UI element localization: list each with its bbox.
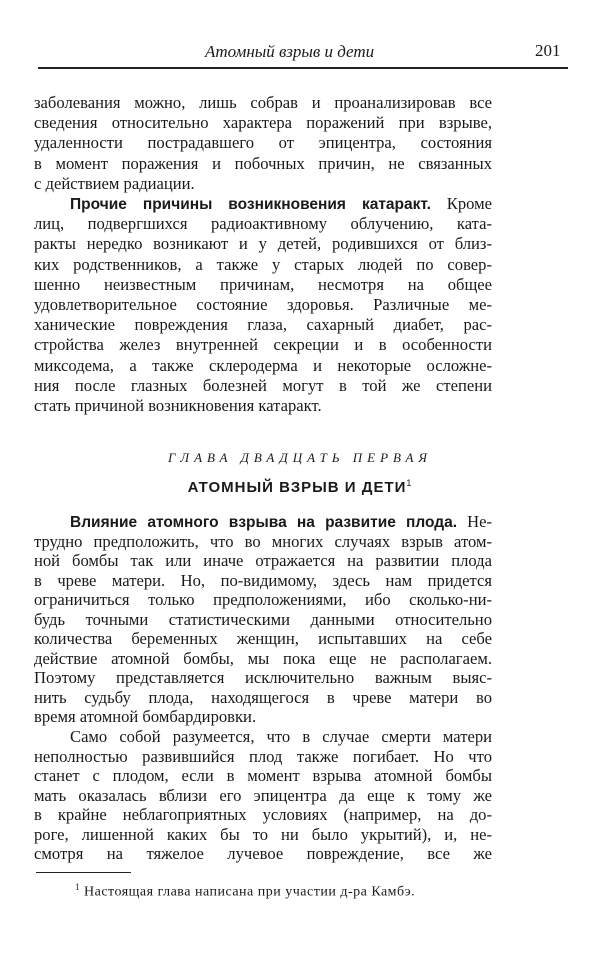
footnote-ref: 1 [406,478,413,488]
text-line [34,786,492,806]
line-text: удовлетворительное состояние здоровья. Различные ме- [34,294,492,314]
text-line [34,356,492,376]
page-number: 201 [535,41,561,60]
text-line [34,93,492,113]
text-line [34,255,492,275]
text-line [34,610,492,630]
line-text: в момент поражения и побочных причин, не связанных [34,153,492,173]
text-line [34,315,492,335]
text-line [34,747,492,767]
line-text: ния после глазных болезней могут в той же степени [34,375,492,395]
text-line [34,727,492,747]
text-line [34,194,492,214]
text-line [34,649,492,669]
text-line [34,629,492,649]
text-line [34,844,492,864]
text-line [34,214,492,234]
line-text: шенно неизвестным причинам, несмотря на общее [34,274,492,294]
chapter-title [0,478,600,496]
header-rule [38,67,568,69]
line-text: миксодема, а также склеродерма и некоторые осложне- [34,355,492,375]
line-text: ной бомбы так или иначе отражается на развитии плода [34,551,492,570]
footnote-text: Настоящая глава написана при участии д-ра Камбэ. [84,884,416,900]
text-line [34,275,492,295]
text-line [34,295,492,315]
line-text: смотря на тяжелое лучевое повреждение, все же [34,844,492,863]
line-text: мать оказалась вблизи его эпицентра да еще к тому же [34,785,492,805]
line-text: заболевания можно, лишь собрав и проанализировав все [34,93,492,112]
text-line [34,825,492,845]
line-text: удаленности пострадавшего от эпицентра, состояния [34,133,492,153]
text-line [34,707,492,727]
line-text: станет с плодом, если в момент взрыва атомной бомбы [34,766,492,785]
chapter-title-text: АТОМНЫЙ ВЗРЫВ И ДЕТИ [187,479,407,496]
line-text: ких родственников, а также у старых людей по совер- [34,254,492,274]
line-text: в чреве матери. Но, по-видимому, здесь нам придется [34,570,492,590]
text-line [34,335,492,355]
footnote-rule [36,872,131,873]
line-text: с действием радиации. [34,173,195,193]
text-line [34,532,492,552]
line-text: ракты нередко возникают и у детей, родившихся от близ- [34,234,492,254]
text-line [34,805,492,825]
line-text: ханические повреждения глаза, сахарный диабет, рас- [34,315,492,335]
line-text: лиц, подвергшихся радиоактивному облучению, ката- [34,214,492,234]
footnote [75,882,415,901]
line-text: Само собой разумеется, что в случае смерти матери [70,727,492,746]
text-line [34,512,492,532]
text-line [34,396,492,416]
line-text: неполностью развившийся плод также погибает. Но что [34,746,492,766]
chapter-label: ГЛАВА ДВАДЦАТЬ ПЕРВАЯ [168,450,432,465]
line-text: Не- [457,512,492,531]
line-text: действие атомной бомбы, мы пока еще не располагаем. [34,648,492,668]
line-text: стать причиной возникновения катаракт. [34,395,322,415]
text-line [34,174,492,194]
line-text: Кроме [430,194,492,213]
text-line [34,766,492,786]
line-text: роге, лишенной каких бы то ни было укрытий), и, не- [34,824,492,844]
paragraph-heading: Прочие причины возникновения катаракт. [70,196,431,213]
line-text: сведения относительно характера поражений при взрыве, [34,113,492,133]
line-text: Поэтому представляется исключительно важным выяс- [34,668,492,687]
running-title: Атомный взрыв и дети [205,42,375,61]
text-line [34,590,492,610]
paragraph-fetus-influence [34,512,492,727]
paragraph-cataract-causes [34,194,492,416]
line-text: в крайне неблагоприятных условиях (например, на до- [34,805,492,824]
paragraph-1 [34,93,492,194]
line-text: ограничиться только предположениями, ибо сколько-ни- [34,590,492,609]
text-line [34,668,492,688]
line-text: количества беременных женщин, испытавших на себе [34,629,492,648]
text-line [34,551,492,571]
paragraph-mother-death [34,727,492,864]
line-text: время атомной бомбардировки. [34,707,257,726]
text-line [34,376,492,396]
line-text: стройства желез внутренней секреции и в особенности [34,335,492,355]
line-text: нить судьбу плода, находящегося в чреве матери во [34,687,492,707]
text-line [34,133,492,153]
line-text: трудно предположить, что во многих случаях взрыв атом- [34,531,492,551]
text-line [34,571,492,591]
footnote-mark: 1 [75,882,80,892]
paragraph-heading: Влияние атомного взрыва на развитие плода. [70,514,458,531]
text-line [34,113,492,133]
text-line [34,688,492,708]
text-line [34,234,492,254]
text-line [34,154,492,174]
line-text: будь точными статистическими данными относительно [34,609,492,629]
